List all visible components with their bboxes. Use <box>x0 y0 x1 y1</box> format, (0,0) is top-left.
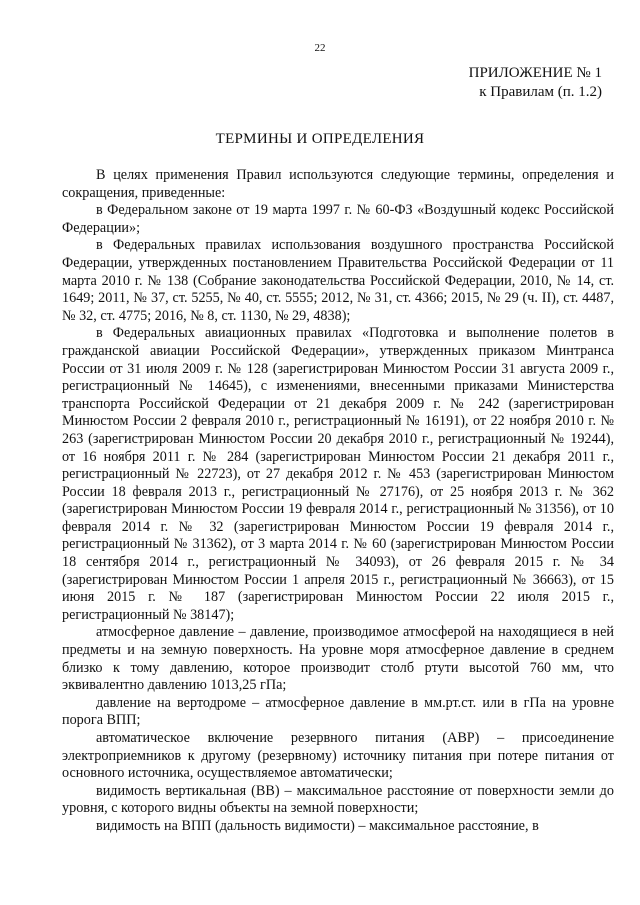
intro-paragraph: В целях применения Правил используются следующие термины, определения и сокращения, приведенные: <box>62 167 614 201</box>
appendix-header <box>469 64 602 102</box>
appendix-reference: к Правилам (п. 1.2) <box>479 84 602 100</box>
page-number: 22 <box>314 42 326 54</box>
term-runway-visibility: видимость на ВПП (дальность видимости) – максимальное расстояние, в <box>96 817 539 834</box>
term-heliport-pressure: давление на вертодроме – атмосферное давление в мм.рт.ст. или в гПа на уровне порога ВПП; <box>62 694 614 729</box>
source-airspace-rules-paragraph: в Федеральных правилах использования воздушного пространства Российской Федерации, утвержденных постановлением Правительства Российской Федерации от 11 марта 2010 г. № 138 (Собрание законодательства Российской Федерации, 2010, № 14, ст. 1649; 2011, № 37, ст. 5255, № 40, ст. 5555; 2012, № 31, ст. 4366; 2015, № 29 (ч. II), ст. 4487, № 32, ст. 4775; 2016, № 8, ст. 1130, № 29, 4838); <box>62 237 614 324</box>
source-aviation-rules-paragraph: в Федеральных авиационных правилах «Подготовка и выполнение полетов в гражданской авиации Российской Федерации», утвержденных приказом Минтранса России от 31 июля 2009 г. № 128 (зарегистрирован Минюстом России 31 августа 2009 г., регистрационный № 14645), с изменениями, внесенными приказами Министерства транспорта Российской Федерации от 21 декабря 2009 г. № 242 (зарегистрирован Минюстом России 2 февраля 2010 г., регистрационный № 16191), от 22 ноября 2010 г. № 263 (зарегистрирован Минюстом России 20 декабря 2010 г., регистрационный № 19244), от 16 ноября 2011 г. № 284 (зарегистрирован Минюстом России 21 декабря 2011 г., регистрационный № 22723), от 27 декабря 2012 г. № 453 (зарегистрирован Минюстом России 18 февраля 2013 г., регистрационный № 27176), от 25 ноября 2013 г. № 362 (зарегистрирован Минюстом России 19 февраля 2014 г., регистрационный № 31356), от 10 февраля 2014 г. № 32 (зарегистрирован Минюстом России 19 февраля 2014 г., регистрационный № 31362), от 3 марта 2014 г. № 60 (зарегистрирован Минюстом России 18 сентября 2014 г., регистрационный № 34093), от 26 февраля 2015 г. № 34 (зарегистрирован Минюстом России 1 апреля 2015 г., регистрационный № 36663), от 15 июня 2015 г. № 187 (зарегистрирован Минюстом России 22 июля 2015 г., регистрационный № 38147); <box>62 325 614 623</box>
term-atmospheric-pressure: атмосферное давление – давление, производимое атмосферой на находящиеся в ней предметы и на земную поверхность. На уровне моря атмосферное давление в среднем близко к тому давлению, которое производит столб ртути высотой 760 мм, что эквивалентно давлению 1013,25 гПа; <box>62 624 614 694</box>
document-body <box>62 167 614 836</box>
term-vertical-visibility: видимость вертикальная (ВВ) – максимальное расстояние от поверхности земли до уровня, с которого видны объекты на земной поверхности; <box>62 782 614 817</box>
term-auto-backup-power: автоматическое включение резервного питания (АВР) – присоединение электроприемников к другому (резервному) источнику питания при потере питания от основного источника, осуществляемое автоматически; <box>62 730 614 782</box>
page-title: ТЕРМИНЫ И ОПРЕДЕЛЕНИЯ <box>215 131 425 147</box>
source-air-code-paragraph: в Федеральном законе от 19 марта 1997 г. № 60-ФЗ «Воздушный кодекс Российской Федерации»; <box>62 202 614 236</box>
appendix-title: ПРИЛОЖЕНИЕ № 1 <box>468 65 602 81</box>
